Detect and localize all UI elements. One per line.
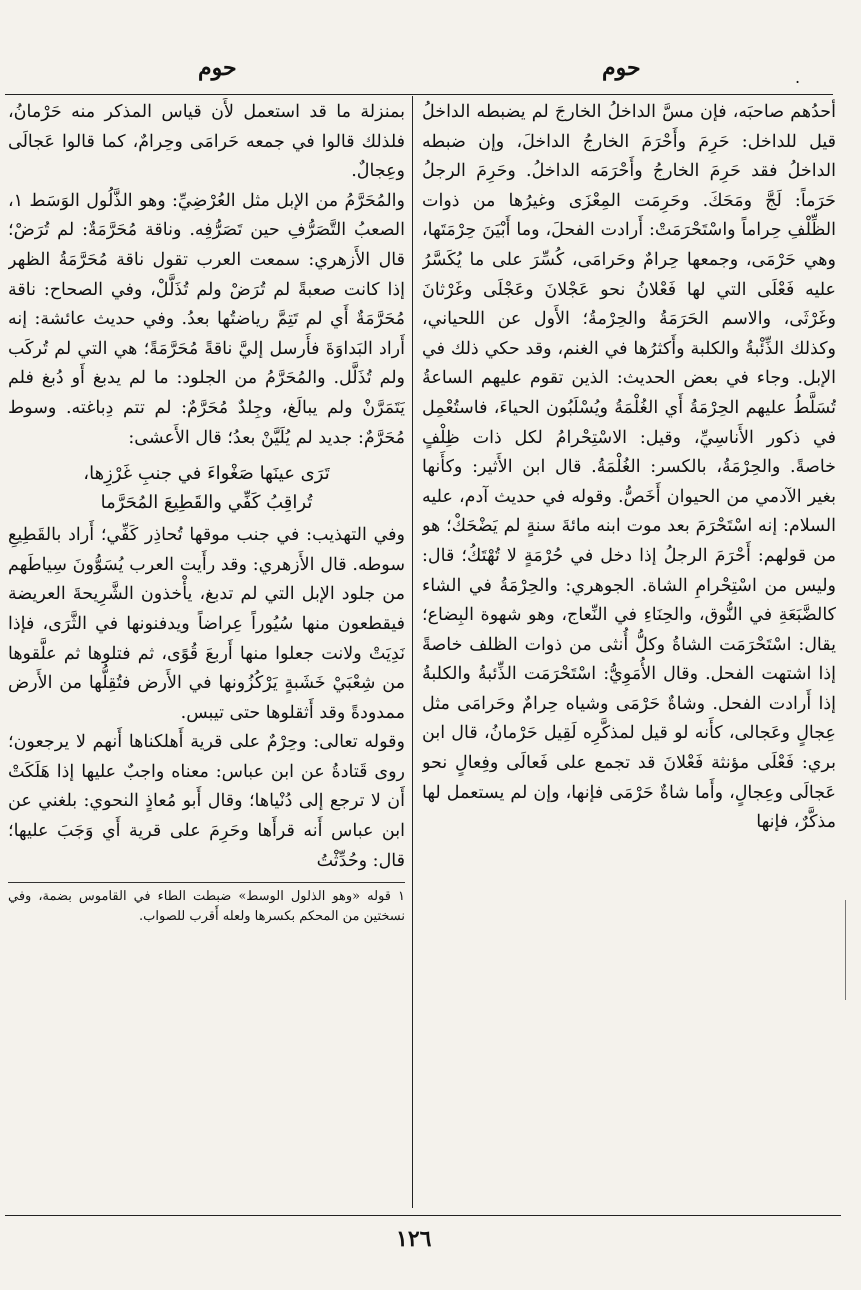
verse-line-2: تُراقِبُ كَفِّي والقَطِيعَ المُحَرَّما: [100, 492, 313, 514]
scan-edge-line: [845, 900, 846, 1000]
verse-line-1: تَرَى عينَها صَغْواءَ في جنبِ غَرْزِها،: [83, 463, 330, 485]
right-column: [422, 98, 836, 1206]
left-paragraph-3: وفي التهذيب: في جنب موقها تُحاذِر كَفِّي؛ أَراد بالقَطِيعِ سوطه. قال الأَزهري: وقد رأَيت العرب يُسَوُّونَ سِياطَهم من جلود الإبل التي لم تدبغ، يأْخذون الشَّرِيحةَ العريضة فيقطعون منها سُيُوراً عِراضاً ويدفنونها في الثَّرَى، فإذا نَدِيَتْ ولانت جعلوا منها أَربعَ قُوًى، ثم فتلوها ثم علَّقوها من شِعْبَيْ خَشَبةٍ يَرْكُزُونها في الأَرض فتُقِلُّها من الأَرض ممدودةً وقد أَثقلوها حتى تيبس.: [8, 525, 405, 723]
footnote: ١ قوله «وهو الذلول الوسط» ضبطت الطاء في القاموس بضمة، وفي نسختين من المحكم بكسرها ولعله أَقرب للصواب.: [8, 889, 405, 925]
left-paragraph-1: بمنزلة ما قد استعمل لأَن قياس المذكر منه حَرْمانُ، فلذلك قالوا في جمعه حَرامَى وحِرامٌ، كما قالوا عَجالَى وعِجالٌ.: [8, 102, 405, 182]
poetry-verse: [8, 453, 405, 521]
header-keyword-left: حوم: [198, 55, 237, 81]
header-rule: [5, 94, 833, 95]
footer-rule: [5, 1215, 841, 1216]
header-keyword-right: حوم: [602, 55, 641, 81]
right-column-text: أحدُهم صاحبَه، فإن مسَّ الداخلُ الخارجَ لم يضبطه الداخلُ قيل للداخل: حَرِمَ وأَحْرَمَ الخارجُ الداخلَ، وإن ضبطه الداخلُ فقد حَرِمَ الخارجُ وأَحْرَمَه الداخلُ. وحَرِمَ الرجلُ حَرَماً: لَجَّ ومَحَكَ. وحَرِمَت المِعْزَى وغيرُها من ذوات الظِّلْفِ حِراماً واسْتَحْرَمَتْ: أَرادت الفحلَ، وما أَبْيَنَ حِرْمَتَها، وهي حَرْمَى، وجمعها حِرامٌ وحَرامَى، كُسِّرَ على ما يُكَسَّرُ عليه فَعْلَى التي لها فَعْلانُ نحو عَجْلانَ وعَجْلَى وغَرْثانَ وغَرْثَى، والاسم الحَرَمَةُ والحِرْمةُ؛ الأَول عن اللحياني، وكذلك الذِّئْبةُ والكلبة وأَكثرُها في الغنم، وقد حكي ذلك في الإبل. وجاء في بعض الحديث: الذين تقوم عليهم الساعةُ تُسَلَّطُ عليهم الحِرْمَةُ أَي الغُلْمَةُ ويُسْلَبُون الحياءَ، فاستُعْمِل في ذكور الأَناسِيِّ، وقيل: الاسْتِحْرامُ لكل ذات ظِلْفٍ خاصةً. والحِرْمَةُ، بالكسر: الغُلْمَةُ. قال ابن الأَثير: وكأَنها بغير الآدمي من الحيوان أَخَصُّ. وقوله في حديث آدم، عليه السلام: إنه اسْتَحْرَمَ بعد موت ابنه مائةَ سنةٍ لم يَضْحَكْ؛ هو من قولهم: أَحْرَمَ الرجلُ إذا دخل في حُرْمَةٍ لا تُهْتَكُ؛ قال: وليس من اسْتِحْرامِ الشاة. الجوهري: والحِرْمَةُ في الشاء كالضَّبَعَةِ في النُّوق، والحِنَاءِ في النِّعاج، وهو شهوة البِضاع؛ يقال: اسْتَحْرَمَت الشاةُ وكلُّ أُنثى من ذوات الظلف خاصةً إذا اشتهت الفحل. وقال الأُمَوِيُّ: اسْتَحْرَمَت الذِّئبةُ والكلبةُ إذا أَرادت الفحل. وشاةٌ حَرْمَى وشياه حِرامٌ وحَرامَى مثل عِجالٍ وعَجالى، كأَنه لو قيل لمذكَّرِه لَقِيل حَرْمانُ، قال ابن بري: فَعْلَى مؤنثة فَعْلانَ قد تجمع على فَعالَى وفِعالٍ نحو عَجالَى وعِجالٍ، وأَما شاةٌ حَرْمَى فإنها، وإن لم يستعمل لها مذكَّرٌ، فإنها: [422, 102, 836, 833]
header-dot-mark: .: [795, 68, 801, 87]
left-paragraph-4: وقوله تعالى: وحِرْمٌ على قرية أَهلكناها أَنهم لا يرجعون؛ روى قَتادةُ عن ابن عباس: معناه واجبٌ عليها إذا هَلَكَتْ أَن لا ترجع إلى دُنْياها؛ وقال أَبو مُعاذٍ النحوي: بلغني عن ابن عباس أَنه قرأَها وحَرِمَ على قرية أَي وَجَبَ عليها؛ قال: وحُدِّثْتُ: [8, 732, 405, 871]
left-column: [8, 98, 405, 1206]
page-number: ١٢٦: [396, 1226, 432, 1252]
column-divider: [412, 96, 413, 1208]
footnote-rule: [8, 882, 405, 883]
left-paragraph-2: والمُحَرَّمُ من الإبل مثل العُرْضِيِّ: وهو الذَّلُول الوَسَط ١، الصعبُ التَّصَرُّفِ حين تَصَرُّفِه. وناقة مُحَرَّمَةٌ: لم تُرَضْ؛ قال الأَزهري: سمعت العرب تقول ناقة مُحَرَّمَةُ الظهر إذا كانت صعبةً لم تُرَضْ ولم تُذَلَّلْ، وفي الصحاح: ناقة مُحَرَّمَةٌ أَي لم تَتِمَّ رياضتُها بعدُ. وفي حديث عائشة: إنه أَراد البَداوَةَ فأَرسل إليَّ ناقةً مُحَرَّمَةً؛ هي التي لم تُركَب ولم تُذَلَّل. والمُحَرَّمُ من الجلود: ما لم يدبغ أَو دُبغ فلم يَتَمَرَّنْ ولم يبالَغ، وجِلدٌ مُحَرَّمٌ: لم تتم دِباغته. وسوط مُحَرَّمٌ: جديد لم يُلَيَّنْ بعدُ؛ قال الأَعشى:: [8, 190, 405, 448]
